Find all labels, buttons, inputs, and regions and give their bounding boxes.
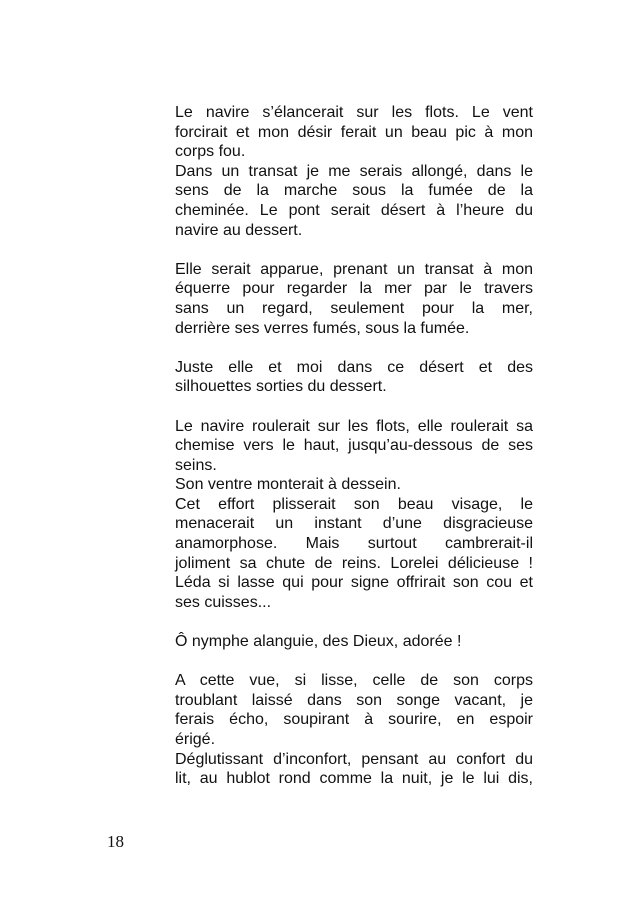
text-line: Le navire roulerait sur les flots, elle roulerait sa bbox=[175, 417, 533, 435]
text-line: corps fou. bbox=[175, 143, 246, 161]
text-line: chemise vers le haut, jusqu’au-dessous de ses bbox=[175, 437, 533, 455]
text-line: Déglutissant d’inconfort, pensant au confort du bbox=[175, 750, 533, 768]
text-line: Léda si lasse qui pour signe offrirait son cou et bbox=[175, 574, 533, 592]
text-line: joliment sa chute de reins. Lorelei délicieuse ! bbox=[175, 554, 533, 572]
text-line: sans un regard, seulement pour la mer, bbox=[175, 299, 533, 317]
paragraph bbox=[175, 103, 533, 240]
text-line: lit, au hublot rond comme la nuit, je le lui dis, bbox=[175, 770, 533, 788]
paragraph bbox=[175, 358, 533, 397]
text-line: troublant laissé dans son songe vacant, je bbox=[175, 691, 533, 709]
text-line: anamorphose. Mais surtout cambrerait-il bbox=[175, 535, 533, 553]
text-line: Cet effort plisserait son beau visage, le bbox=[175, 495, 533, 513]
paragraph bbox=[175, 671, 533, 789]
text-line: navire au dessert. bbox=[175, 221, 303, 239]
text-line: seins. bbox=[175, 456, 217, 474]
body-text bbox=[175, 103, 533, 789]
text-line: menacerait un instant d’une disgracieuse bbox=[175, 515, 533, 533]
text-line: érigé. bbox=[175, 731, 216, 748]
paragraph bbox=[175, 417, 533, 613]
text-line: ses cuisses... bbox=[175, 593, 272, 611]
page-number: 18 bbox=[107, 832, 124, 851]
text-line: Son ventre monterait à dessein. bbox=[175, 476, 401, 494]
text-line: derrière ses verres fumés, sous la fumée. bbox=[175, 319, 470, 337]
text-line: ferais écho, soupirant à sourire, en espoir bbox=[175, 711, 533, 729]
text-line: sens de la marche sous la fumée de la bbox=[175, 182, 533, 200]
text-line: Dans un transat je me serais allongé, dans le bbox=[175, 162, 533, 180]
text-line: cheminée. Le pont serait désert à l’heure du bbox=[175, 201, 533, 219]
paragraph bbox=[175, 632, 533, 652]
text-line: silhouettes sorties du dessert. bbox=[175, 378, 387, 396]
text-line: forcirait et mon désir ferait un beau pic à mon bbox=[175, 123, 533, 141]
text-line: A cette vue, si lisse, celle de son corps bbox=[175, 672, 533, 690]
text-line: équerre pour regarder la mer par le travers bbox=[175, 280, 533, 298]
text-line: Juste elle et moi dans ce désert et des bbox=[175, 358, 533, 376]
text-line: Ô nymphe alanguie, des Dieux, adorée ! bbox=[175, 633, 462, 651]
paragraph bbox=[175, 260, 533, 338]
text-line: Elle serait apparue, prenant un transat à mon bbox=[175, 260, 533, 278]
text-line: Le navire s’élancerait sur les flots. Le vent bbox=[175, 104, 533, 121]
